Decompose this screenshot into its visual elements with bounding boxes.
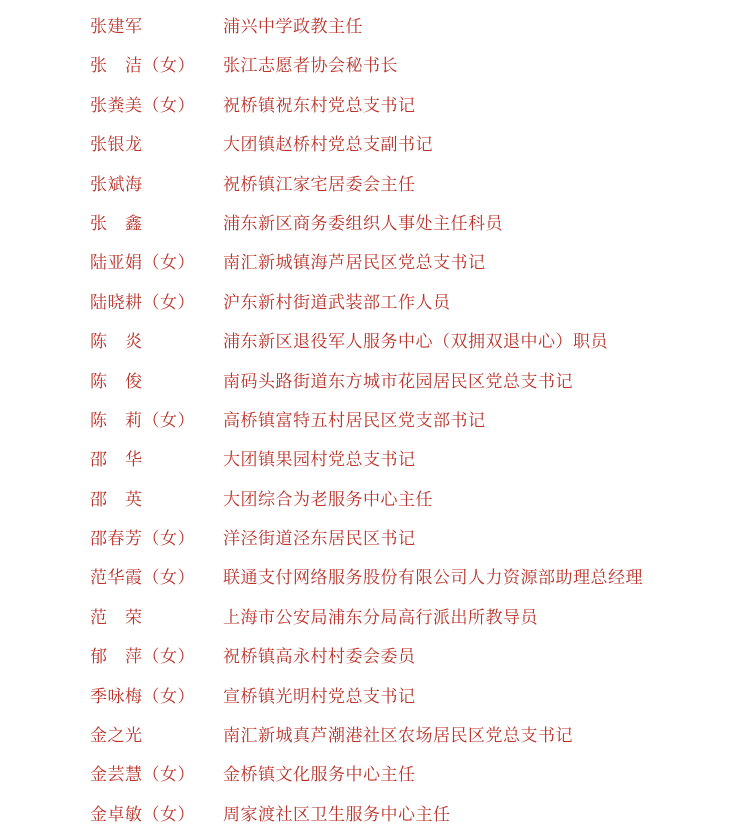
person-name: 张银龙 (90, 135, 143, 156)
person-title: 南汇新城镇海芦居民区党总支书记 (223, 253, 486, 274)
person-title: 祝桥镇祝东村党总支书记 (223, 95, 416, 116)
person-title: 宣桥镇光明村党总支书记 (223, 686, 416, 707)
person-title: 南码头路街道东方城市花园居民区党总支书记 (223, 371, 573, 392)
person-name: 陆晓耕（女） (90, 292, 195, 313)
person-name: 张 洁（女） (90, 56, 195, 77)
list-item (0, 756, 750, 795)
list-item (0, 638, 750, 677)
person-title: 周家渡社区卫生服务中心主任 (223, 804, 451, 825)
list-item (0, 87, 750, 126)
person-name: 张建军 (90, 17, 143, 37)
person-title: 联通支付网络服务股份有限公司人力资源部助理总经理 (223, 568, 643, 589)
person-name: 季咏梅（女） (90, 686, 195, 707)
list-item (0, 47, 750, 86)
person-title: 大团镇赵桥村党总支副书记 (223, 135, 433, 156)
person-name: 范 荣 (90, 607, 143, 628)
list-item (0, 441, 750, 480)
list-item (0, 8, 750, 47)
list-item (0, 126, 750, 165)
list-item (0, 363, 750, 402)
person-name: 范华霞（女） (90, 568, 195, 589)
person-title: 洋泾街道泾东居民区书记 (223, 529, 416, 550)
honoree-list (0, 8, 750, 835)
person-title: 浦兴中学政教主任 (223, 17, 363, 37)
person-name: 陈 俊 (90, 371, 143, 392)
person-name: 陈 莉（女） (90, 410, 195, 431)
person-title: 浦东新区商务委组织人事处主任科员 (223, 213, 503, 234)
list-item (0, 205, 750, 244)
person-title: 高桥镇富特五村居民区党支部书记 (223, 410, 486, 431)
list-item (0, 481, 750, 520)
person-name: 陈 炎 (90, 332, 143, 353)
person-name: 金之光 (90, 726, 143, 747)
person-name: 邵 英 (90, 489, 143, 510)
person-title: 浦东新区退役军人服务中心（双拥双退中心）职员 (223, 332, 608, 353)
person-title: 张江志愿者协会秘书长 (223, 56, 398, 77)
list-item (0, 717, 750, 756)
person-name: 张粪美（女） (90, 95, 195, 116)
person-name: 金芸慧（女） (90, 765, 195, 786)
person-title: 金桥镇文化服务中心主任 (223, 765, 416, 786)
person-title: 大团综合为老服务中心主任 (223, 489, 433, 510)
list-item (0, 323, 750, 362)
list-item (0, 678, 750, 717)
person-title: 大团镇果园村党总支书记 (223, 450, 416, 471)
person-name: 陆亚娟（女） (90, 253, 195, 274)
person-title: 南汇新城真芦潮港社区农场居民区党总支书记 (223, 726, 573, 747)
list-item (0, 166, 750, 205)
list-item (0, 599, 750, 638)
person-title: 上海市公安局浦东分局高行派出所教导员 (223, 607, 538, 628)
list-item (0, 520, 750, 559)
list-item (0, 796, 750, 835)
list-item (0, 244, 750, 283)
list-item (0, 559, 750, 598)
person-name: 张斌海 (90, 174, 143, 195)
person-name: 邵 华 (90, 450, 143, 471)
list-item (0, 284, 750, 323)
person-title: 祝桥镇江家宅居委会主任 (223, 174, 416, 195)
person-name: 邵春芳（女） (90, 529, 195, 550)
list-item (0, 402, 750, 441)
person-title: 祝桥镇高永村村委会委员 (223, 647, 416, 668)
person-name: 张 鑫 (90, 213, 143, 234)
person-title: 沪东新村街道武装部工作人员 (223, 292, 451, 313)
person-name: 金卓敏（女） (90, 804, 195, 825)
person-name: 郁 萍（女） (90, 647, 195, 668)
